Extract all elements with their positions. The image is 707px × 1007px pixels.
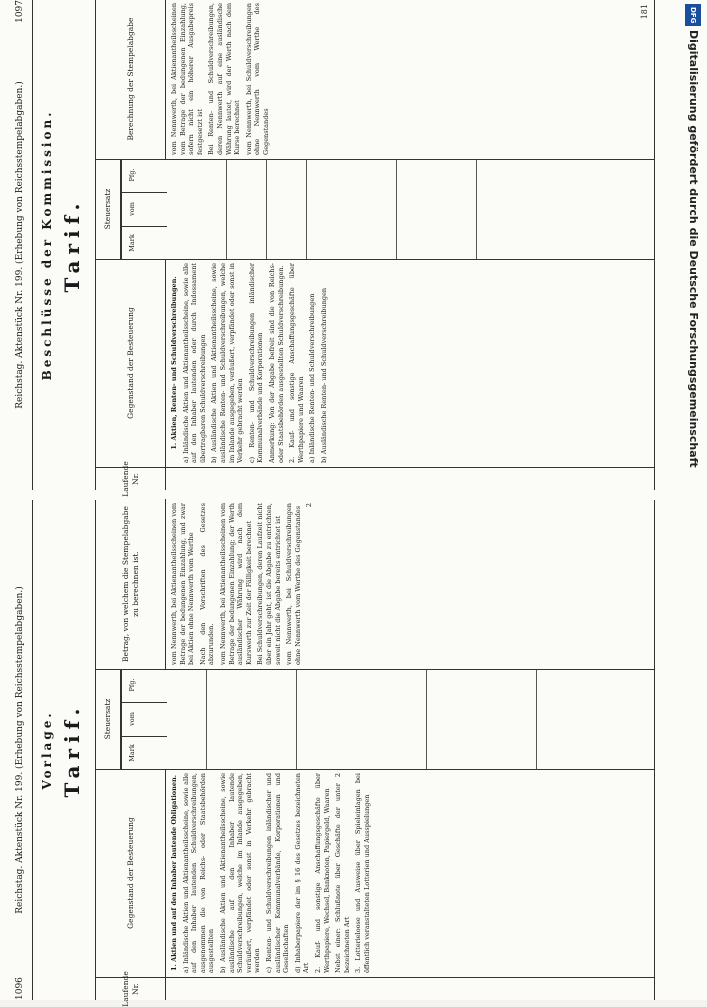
left-col-object-head: Gegenstand der Besteuerung — [96, 769, 166, 977]
left-rate-pfg: Pfg. — [122, 668, 167, 703]
left-rate-rule-2 — [296, 669, 297, 769]
left-running-head: Reichstag. Aktenstück Nr. 199. (Erhebung von Reichsstempelabgaben.) — [15, 586, 25, 914]
right-rate-rule-3 — [306, 159, 307, 259]
left-col-number-head: Laufende Nr. — [96, 978, 166, 1000]
left-object-p2: b) Ausländische Aktien und Aktienantheilsscheine, sowie ausländische auf den Inhaber lautende Schuldverschreibungen, welche im Inlande ausgegeben, veräußert, verpfändet oder sonst in Verkehr gebracht werden — [218, 773, 262, 973]
right-rate-vom: vom — [122, 192, 167, 227]
right-amount-body — [170, 3, 650, 155]
left-header-rule — [32, 500, 33, 1000]
left-object-p3: c) Renten- und Schuldverschreibungen inländischer und ausländischer Kommunalverbände, Korporationen und Gesellschaften — [264, 773, 291, 973]
right-rate-mark: Mark — [128, 234, 136, 252]
left-rate-rule-4 — [536, 669, 537, 769]
right-rate-subhead — [121, 159, 167, 259]
right-object-p1: a) Inländische Aktien und Aktienantheilsscheine, sowie alle auf den Inhaber lautenden oder durch Indossament übertragbaren Schuldverschreibungen — [181, 263, 207, 463]
right-col-amount — [96, 0, 654, 160]
left-object-body — [170, 773, 650, 973]
right-table-title: Tarif. — [60, 197, 84, 293]
left-object-p0: 1. Aktien und auf den Inhaber lautende Obligationen. — [170, 775, 178, 971]
left-rate-mark: Mark — [128, 744, 136, 762]
left-object-p5: 2. Kauf- und sonstige Anschaffungsgeschäfte über Werthpapiere, Wechsel, Banknoten, Papiergeld, Waaren — [313, 773, 331, 973]
left-amount-p0: vom Nennwerth, bei Aktienantheilsscheinen vom Betrage der bedungenen Einzahlung, und zwar bei Aktien ohne Nennwerth vom Werthe — [170, 503, 196, 665]
left-section-title: Vorlage. — [40, 710, 54, 790]
right-col-number-head: Laufende Nr. — [96, 468, 166, 490]
left-rate-rule-1 — [206, 669, 207, 769]
left-table-title: Tarif. — [60, 702, 84, 798]
right-object-p0: 1. Aktien, Renten- und Schuldverschreibungen. — [170, 276, 178, 450]
right-amount-p1: Bei Renten- und Schuldverschreibungen, deren Nennwerth auf eine ausländische Währung lautet, wird der Werth nach dem Kurse berechnet — [207, 3, 242, 155]
left-amount-p1: Nach den Vorschriften des Gesetzes abzurunden. — [198, 503, 216, 665]
left-amount-num: 2 — [305, 503, 314, 508]
left-amount-body — [170, 503, 650, 665]
left-rate-rule-3 — [426, 669, 427, 769]
left-object-p1: a) Inländische Aktien und Aktienantheilsscheine, sowie alle auf den Inhaber lautenden Schuldverschreibungen, ausgenommen die von Reichs- oder Staatsbehörden ausgestellten — [181, 773, 216, 973]
left-page-header — [10, 500, 30, 1000]
left-page-number: 1096 — [15, 977, 25, 1000]
left-rate-subhead — [121, 669, 167, 769]
dfg-logo: DFG — [685, 4, 701, 26]
right-col-amount-head: Berechnung der Stempelabgabe — [96, 0, 166, 159]
right-object-p7: b) Ausländische Renten- und Schuldverschreibungen — [319, 287, 328, 463]
right-section-title: Beschlüsse der Kommission. — [40, 109, 54, 381]
left-col-rate-head: Steuersatz — [96, 669, 121, 769]
right-object-body — [170, 263, 650, 463]
left-object-p4: d) Inhaberpapiere der im § 16 des Gesetzes bezeichneten Art — [293, 773, 311, 973]
left-object-p6: Nebst einer: Schlußnote über Geschäfte der unter 2 bezeichneten Art — [334, 773, 351, 973]
right-col-rate-head: Steuersatz — [96, 159, 121, 259]
right-rate-rule-4 — [396, 159, 397, 259]
right-rate-pfg: Pfg. — [122, 158, 167, 193]
right-header-rule — [32, 0, 33, 490]
left-rate-vom: vom — [122, 702, 167, 737]
left-col-amount-head: Betrag, von welchem die Stempelabgabe zu berechnen ist. — [96, 499, 166, 669]
left-col-object — [96, 769, 654, 978]
right-col-object — [96, 259, 654, 468]
left-col-amount — [96, 499, 654, 670]
right-rate-rule-5 — [476, 159, 477, 259]
right-col-number — [96, 461, 654, 497]
right-amount-p0: vom Nennwerth, bei Aktienantheilsscheinen vom Betrage der bedungenen Einzahlung, sofern nicht ein höherer Ausgabepreis festgesetzt ist — [170, 3, 204, 155]
right-object-p4: Anmerkung: Von der Abgabe befreit sind die von Reichs- oder Staatsbehörden ausgestellten Schuldverschreibungen. — [267, 263, 285, 463]
right-page-header — [10, 0, 30, 490]
left-col-number — [96, 971, 654, 1007]
left-col-rate — [96, 669, 654, 770]
right-object-p5: 2. Kauf- und sonstige Anschaffungsgeschäfte über Werthpapiere und Waaren — [288, 263, 305, 463]
right-amount-p2: vom Nennwerth, bei Schuldverschreibungen ohne Nennwerth vom Werthe des Gegenstandes — [244, 3, 270, 155]
left-amount-p4: vom Nennwerth, bei Schuldverschreibungen ohne Nennwerth vom Werthe des Gegenstandes — [285, 503, 302, 665]
right-page-kommission — [0, 0, 660, 497]
right-page-number: 1097 — [15, 0, 25, 23]
left-tariff-table — [95, 500, 655, 1007]
right-rate-rule-2 — [266, 159, 267, 259]
dfg-watermark-text: Digitalisierung gefördert durch die Deutsche Forschungsgemeinschaft — [687, 30, 700, 468]
right-side-number: 181 — [640, 4, 649, 20]
right-col-object-head: Gegenstand der Besteuerung — [96, 259, 166, 467]
right-object-p3: c) Renten- und Schuldverschreibungen inländischer Kommunalverbände und Korporationen — [247, 263, 265, 463]
right-running-head: Reichstag. Aktenstück Nr. 199. (Erhebung von Reichsstempelabgaben.) — [15, 81, 25, 409]
left-object-p7: 3. Lotterieloose und Ausweise über Spieleinlagen bei öffentlich veranstalteten Lotterien und Ausspielungen — [354, 773, 371, 973]
dfg-watermark — [685, 30, 701, 590]
right-object-p6: a) Inländische Renten- und Schuldverschreibungen — [308, 293, 317, 463]
left-amount-p3: Bei Schuldverschreibungen, deren Laufzeit nicht über ein Jahr geht, ist die Abgabe zu entrichten, soweit nicht die Abgabe bereits entrichtet ist — [256, 503, 282, 665]
left-amount-p2: vom Nennwerth, bei Aktienantheilsscheinen vom Betrage der bedungenen Einzahlung; der Werth ausländischer Währung wird nach dem Kurswerth zur Zeit der Fälligkeit berechnet — [218, 503, 253, 665]
right-col-rate — [96, 159, 654, 260]
right-tariff-table — [95, 0, 655, 497]
right-rate-rule-1 — [226, 159, 227, 259]
left-page-vorlage — [0, 500, 660, 1007]
right-object-p2: b) Ausländische Aktien und Aktienantheilsscheine, sowie ausländische Renten- und Schuldverschreibungen, welche im Inlande ausgegeben, veräußert, verpfändet oder sonst in Verkehr gebracht werden — [210, 263, 245, 463]
